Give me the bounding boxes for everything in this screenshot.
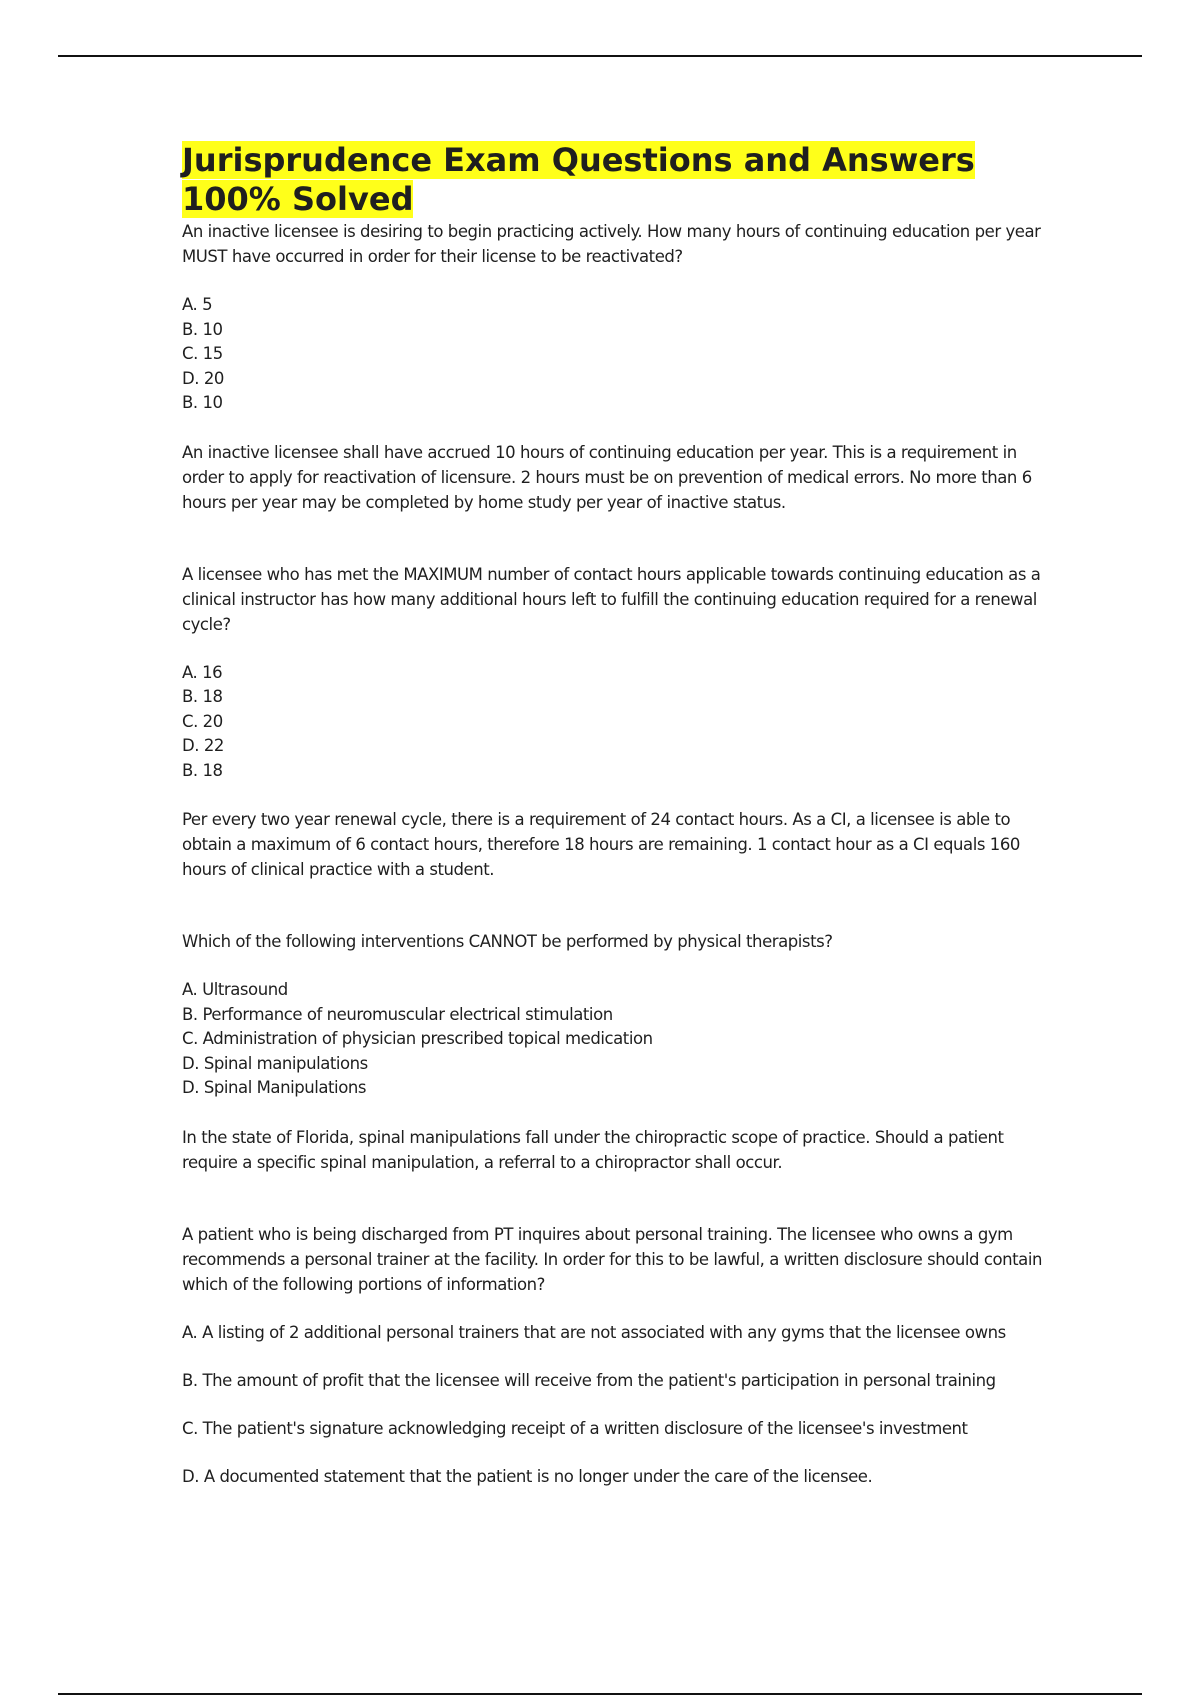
option: D. Spinal manipulations (182, 1053, 368, 1073)
title-line-2: 100% Solved (182, 180, 414, 218)
top-rule (58, 55, 1142, 57)
option: A. Ultrasound (182, 980, 288, 999)
option: B. 18 (182, 687, 223, 706)
option: D. A documented statement that the patient is no longer under the care of the licensee. (182, 1466, 873, 1486)
question-4-text: A patient who is being discharged from PT inquires about personal training. The licensee who owns a gym recommends a personal trainer at the facility. In order for this to be lawful, a written disclosure should contain which of the following portions of information? (182, 1224, 1042, 1294)
question-1-text: An inactive licensee is desiring to begin practicing actively. How many hours of continuing education per year MUST have occurred in order for their license to be reactivated? (182, 222, 1041, 266)
answer: D. Spinal Manipulations (182, 1078, 366, 1097)
option: A. A listing of 2 additional personal trainers that are not associated with any gyms that the licensee owns (182, 1322, 1006, 1342)
option: C. Administration of physician prescribed topical medication (182, 1029, 653, 1048)
option: B. Performance of neuromuscular electrical stimulation (182, 1004, 613, 1024)
question-2-text: A licensee who has met the MAXIMUM number of contact hours applicable towards continuing education as a clinical instructor has how many additional hours left to fulfill the continuing education required for a renewal cycle? (182, 564, 1041, 634)
answer: B. 10 (182, 393, 223, 412)
option: D. 20 (182, 368, 224, 388)
question-1-options (182, 293, 1042, 416)
bottom-rule (58, 1693, 1142, 1695)
question-1 (182, 219, 1042, 515)
question-1-explanation: An inactive licensee shall have accrued 10 hours of continuing education per year. This is a requirement in order to apply for reactivation of licensure. 2 hours must be on prevention of medical errors. No more than 6 hours per year may be completed by home study per year of inactive status. (182, 442, 1032, 512)
question-2-options (182, 661, 1042, 784)
question-3-explanation: In the state of Florida, spinal manipulations fall under the chiropractic scope of practice. Should a patient require a specific spinal manipulation, a referral to a chiropractor shall occur. (182, 1127, 1004, 1172)
option: C. 20 (182, 711, 223, 731)
title-line-1: Jurisprudence Exam Questions and Answers (182, 141, 975, 179)
option: A. 16 (182, 662, 223, 682)
question-3 (182, 929, 1042, 1175)
option: A. 5 (182, 295, 213, 314)
option: D. 22 (182, 736, 224, 755)
option: B. 10 (182, 319, 223, 339)
option: B. The amount of profit that the licensee will receive from the patient's participation in personal training (182, 1370, 996, 1390)
option: C. 15 (182, 344, 223, 363)
option: C. The patient's signature acknowledging receipt of a written disclosure of the licensee's investment (182, 1418, 968, 1438)
question-4 (182, 1222, 1042, 1489)
question-3-options (182, 978, 1042, 1101)
question-2-explanation: Per every two year renewal cycle, there is a requirement of 24 contact hours. As a CI, a licensee is able to obtain a maximum of 6 contact hours, therefore 18 hours are remaining. 1 contact hour as a CI equals 160 hours of clinical practice with a student. (182, 810, 1020, 879)
page-title (182, 141, 1042, 219)
question-3-text: Which of the following interventions CANNOT be performed by physical therapists? (182, 932, 833, 951)
document-body (182, 141, 1042, 1489)
answer: B. 18 (182, 760, 223, 780)
question-2 (182, 562, 1042, 883)
